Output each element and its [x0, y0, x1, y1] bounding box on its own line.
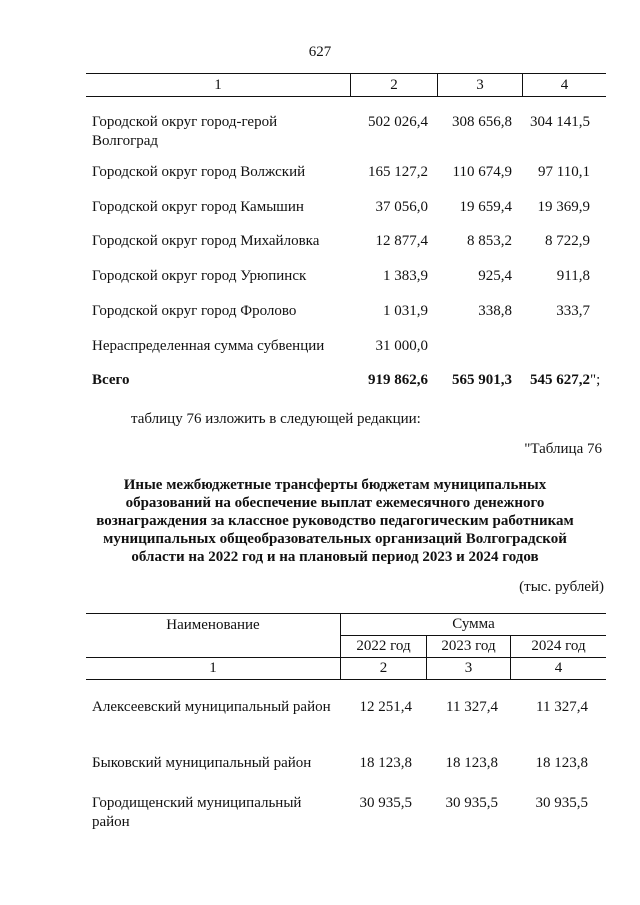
table1-header-col-3: 3	[476, 77, 484, 93]
row-value-2024: 18 123,8	[535, 755, 588, 771]
header-year-2023: 2023 год	[441, 638, 496, 654]
row-name: Городской округ город-герой Волгоград	[92, 114, 278, 149]
row-value-2: 12 877,4	[375, 233, 428, 249]
row-name: Быковский муниципальный район	[92, 755, 312, 771]
row-value-4: 333,7	[556, 303, 590, 319]
row-value-2023: 18 123,8	[445, 755, 498, 771]
document-title	[70, 476, 600, 566]
header-number-1: 1	[209, 660, 217, 676]
row-value-4: 8 722,9	[545, 233, 590, 249]
row-value-2022: 12 251,4	[359, 699, 412, 715]
row-name: Городской округ город Волжский	[92, 164, 306, 180]
row-value-2: 1 031,9	[383, 303, 428, 319]
row-value-4: 97 110,1	[538, 164, 590, 180]
row-value-2: 502 026,4	[368, 114, 428, 130]
row-value-4: 911,8	[556, 268, 590, 284]
title-line: муниципальных общеобразовательных организаций Волгоградской	[103, 531, 567, 547]
instruction-text: таблицу 76 изложить в следующей редакции:	[131, 411, 421, 427]
table1-header	[86, 73, 606, 97]
row-value-2: 37 056,0	[375, 199, 428, 215]
row-value-3: 19 659,4	[459, 199, 512, 215]
row-name: Городской округ город Фролово	[92, 303, 297, 319]
row-value-3: 338,8	[478, 303, 512, 319]
row-name: Городской округ город Урюпинск	[92, 268, 307, 284]
row-value-2023: 30 935,5	[445, 795, 498, 811]
row-value-3: 925,4	[478, 268, 512, 284]
total-label: Всего	[92, 372, 130, 388]
header-year-2024: 2024 год	[531, 638, 586, 654]
row-value-3: 110 674,9	[452, 164, 512, 180]
row-name: Нераспределенная сумма субвенции	[92, 338, 325, 354]
row-value-2022: 30 935,5	[359, 795, 412, 811]
row-value-2: 31 000,0	[375, 338, 428, 354]
row-value-3: 308 656,8	[452, 114, 512, 130]
units-label: (тыс. рублей)	[519, 579, 604, 595]
title-line: области на 2022 год и на плановый период 2023 и 2024 годов	[131, 549, 539, 565]
header-number-3: 3	[464, 660, 473, 676]
row-name: Городской округ город Михайловка	[92, 233, 320, 249]
header-number-2: 2	[379, 660, 388, 676]
row-value-2024: 30 935,5	[535, 795, 588, 811]
header-year-2022: 2022 год	[356, 638, 411, 654]
row-value-2: 1 383,9	[383, 268, 428, 284]
table1-header-col-4: 4	[560, 77, 569, 93]
table1-header-col-1: 1	[214, 77, 222, 93]
table-label: "Таблица 76	[524, 441, 602, 457]
title-line: Иные межбюджетные трансферты бюджетам муниципальных	[123, 477, 547, 493]
title-line: вознаграждения за классное руководство педагогическим работникам	[96, 513, 574, 529]
row-value-2022: 18 123,8	[359, 755, 412, 771]
total-closing-quote: ";	[590, 372, 601, 388]
row-name: Городской округ город Камышин	[92, 199, 304, 215]
row-value-2024: 11 327,4	[536, 699, 588, 715]
row-name: Городищенский муниципальный район	[92, 795, 302, 830]
total-value-4: 545 627,2	[530, 372, 590, 388]
total-value-2: 919 862,6	[368, 372, 428, 388]
row-value-4: 19 369,9	[537, 199, 590, 215]
total-value-3: 565 901,3	[452, 372, 512, 388]
row-value-4: 304 141,5	[530, 114, 590, 130]
table1-header-col-2: 2	[390, 77, 398, 93]
header-number-4: 4	[554, 660, 563, 676]
title-line: образований на обеспечение выплат ежемесячного денежного	[125, 495, 545, 511]
table2-header	[86, 613, 606, 679]
row-name: Алексеевский муниципальный район	[92, 699, 331, 715]
page-number: 627	[308, 44, 332, 60]
row-value-2023: 11 327,4	[446, 699, 498, 715]
header-name-column: Наименование	[166, 617, 260, 633]
row-value-2: 165 127,2	[368, 164, 428, 180]
header-rule	[86, 679, 606, 680]
row-value-3: 8 853,2	[467, 233, 512, 249]
header-sum-column: Сумма	[452, 616, 495, 632]
